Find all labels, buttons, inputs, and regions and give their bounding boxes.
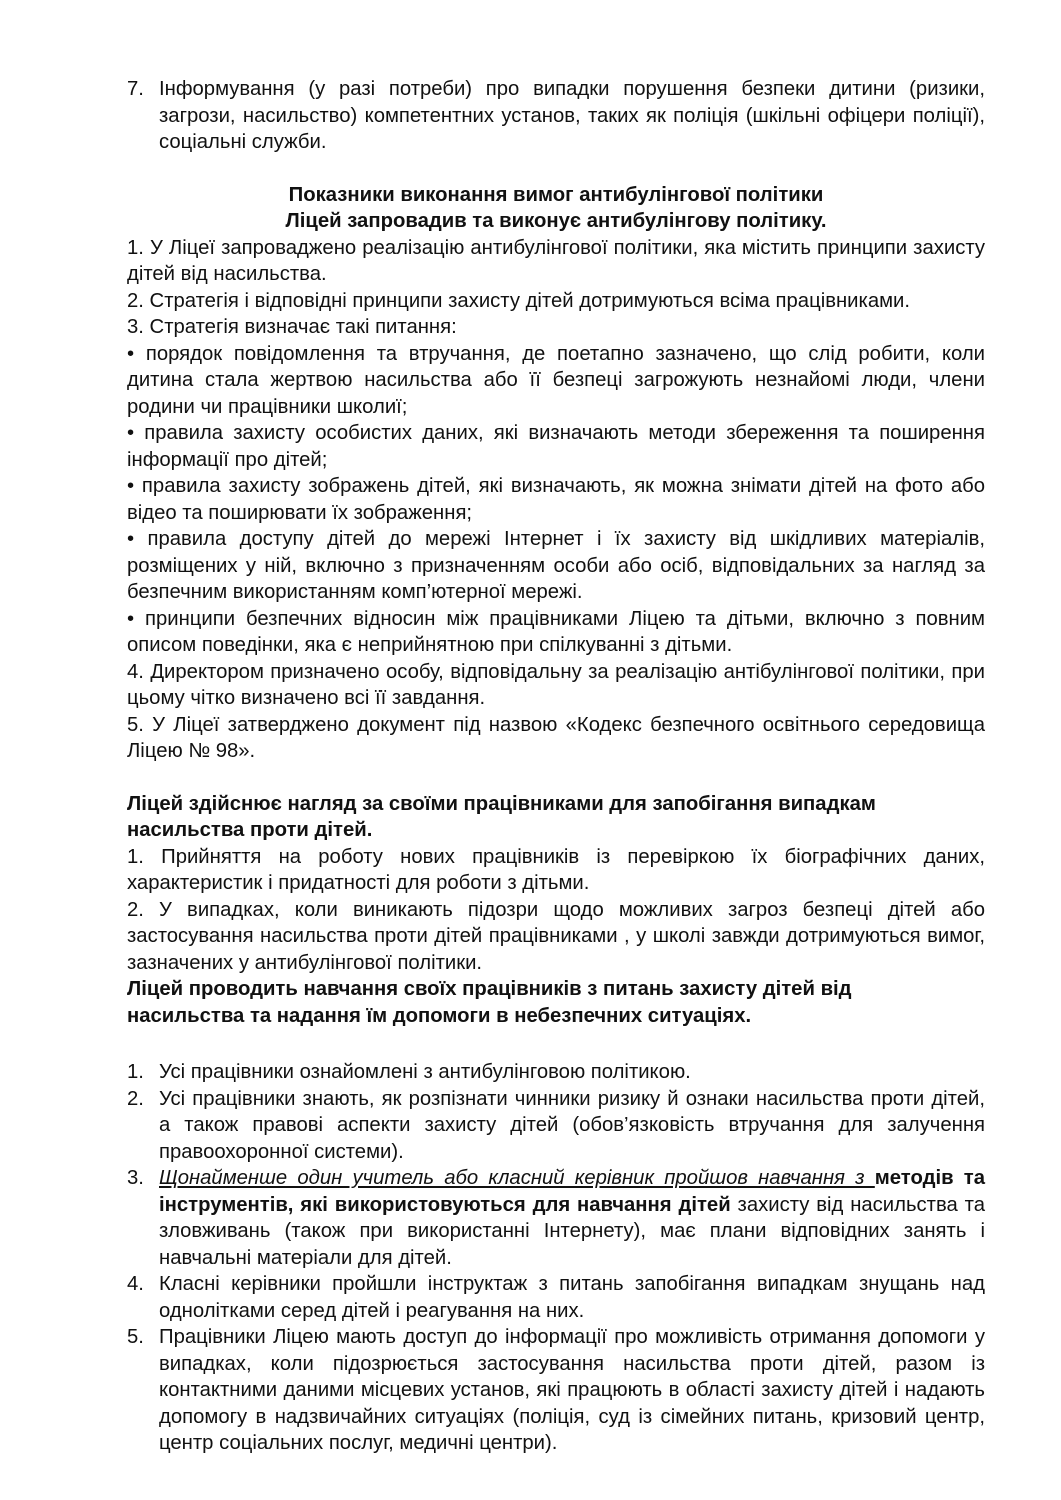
list-item bbox=[127, 1271, 985, 1324]
paragraph-2: 2. Стратегія і відповідні принципи захисту дітей дотримуються всіма працівниками. bbox=[127, 289, 911, 312]
bullet-item-2: • правила захисту особистих даних, які визначають методи збереження та поширення інформації про дітей; bbox=[127, 422, 985, 471]
list-item-text: захисту від насильства та зловживань (також при використанні Інтернету), має плани відповідних занять і навчальні матеріали для дітей. bbox=[159, 1193, 985, 1269]
list-item bbox=[127, 76, 985, 156]
section-heading-supervision: Ліцей здійснює нагляд за своїми працівниками для запобігання випадкам насильства проти дітей. bbox=[127, 792, 876, 841]
list-item-text: Працівники Ліцею мають доступ до інформації про можливість отримання допомоги у випадках, коли підозрюється застосування насильства проти дітей, разом із контактними даними місцевих установ, які працюють в області захисту дітей і надають допомогу в надзвичайних ситуаціях (поліція, суд із сімейних питань, кризовий центр, центр соціальних послуг, медичні центри). bbox=[159, 1326, 985, 1454]
list-item-number: 3. bbox=[127, 1167, 144, 1189]
list-item-text: Класні керівники пройшли інструктаж з питань запобігання випадкам знущань над однолітками серед дітей і реагування на них. bbox=[159, 1273, 985, 1322]
bullet-item-5: • принципи безпечних відносин між працівниками Ліцею та дітьми, включно з повним описом поведінки, яка є неприйнятною при спілкуванні з дітьми. bbox=[127, 607, 985, 656]
list-item-italic-underlined-text: Щонайменше один учитель або класний керівник пройшов навчання з bbox=[159, 1167, 875, 1189]
paragraph-1: 1. У Ліцеї запроваджено реалізацію антибулінгової політики, яка містить принципи захисту дітей від насильства. bbox=[127, 236, 985, 285]
section-heading-training: Ліцей проводить навчання своїх працівників з питань захисту дітей від насильства та надання їм допомоги в небезпечних ситуаціях. bbox=[127, 978, 852, 1027]
list-item-number: 4. bbox=[127, 1273, 144, 1295]
list-item bbox=[127, 1165, 985, 1271]
list-item bbox=[127, 1059, 985, 1086]
paragraph-3: 3. Стратегія визначає такі питання: bbox=[127, 316, 457, 338]
list-item-number: 1. bbox=[127, 1061, 144, 1083]
list-item-number: 5. bbox=[127, 1326, 144, 1348]
top-numbered-list bbox=[127, 76, 985, 156]
list-item bbox=[127, 1324, 985, 1457]
paragraph-4: 4. Директором призначено особу, відповідальну за реалізацію антібулінгової політики, при цьому чітко визначено всі її завдання. bbox=[127, 660, 985, 709]
list-item-number: 7. bbox=[127, 78, 144, 100]
list-item-text: Усі працівники ознайомлені з антибулінговою політикою. bbox=[159, 1061, 691, 1083]
list-item-text: Інформування (у разі потреби) про випадки порушення безпеки дитини (ризики, загрози, насильство) компетентних установ, таких як поліція (шкільні офіцери поліції), соціальні служби. bbox=[159, 78, 985, 153]
paragraph-5: 5. У Ліцеї затверджено документ під назвою «Кодекс безпечного освітнього середовища Ліцею № 98». bbox=[127, 713, 985, 762]
paragraph-6: 1. Прийняття на роботу нових працівників із перевіркою їх біографічних даних, характеристик і придатності для роботи з дітьми. bbox=[127, 845, 985, 894]
bullet-item-1: • порядок повідомлення та втручання, де поетапно зазначено, що слід робити, коли дитина стала жертвою насильства або її безпеці загрожують незнайомі люди, члени родини чи працівники школиї; bbox=[127, 342, 985, 418]
list-item-text: Усі працівники знають, як розпізнати чинники ризику й ознаки насильства проти дітей, а також правові аспекти захисту дітей (обов’язковість втручання для залучення правоохоронної системи). bbox=[159, 1087, 985, 1163]
document-page bbox=[127, 76, 985, 1457]
list-item bbox=[127, 1086, 985, 1166]
paragraph-7: 2. У випадках, коли виникають підозри щодо можливих загроз безпеці дітей або застосування насильства проти дітей працівниками , у школі завжди дотримуються вимог, зазначених у антибулінгової політики. bbox=[127, 898, 985, 974]
section-title-line-2: Ліцей запровадив та виконує антибулінгову політику. bbox=[285, 210, 827, 232]
bullet-item-4: • правила доступу дітей до мережі Інтернет і їх захисту від шкідливих матеріалів, розміщених у ній, включно з призначенням особи або осіб, відповідальних за нагляд за безпечним використанням комп’ютерної мережі. bbox=[127, 528, 985, 603]
section-title-line-1: Показники виконання вимог антибулінгової політики bbox=[288, 183, 824, 206]
list-item-number: 2. bbox=[127, 1087, 144, 1110]
list-item-bold-text: методів та інструментів, які використовуються для навчання дітей bbox=[159, 1167, 985, 1216]
training-numbered-list bbox=[127, 1059, 985, 1457]
bullet-item-3: • правила захисту зображень дітей, які визначають, як можна знімати дітей на фото або відео та поширювати їх зображення; bbox=[127, 475, 985, 524]
